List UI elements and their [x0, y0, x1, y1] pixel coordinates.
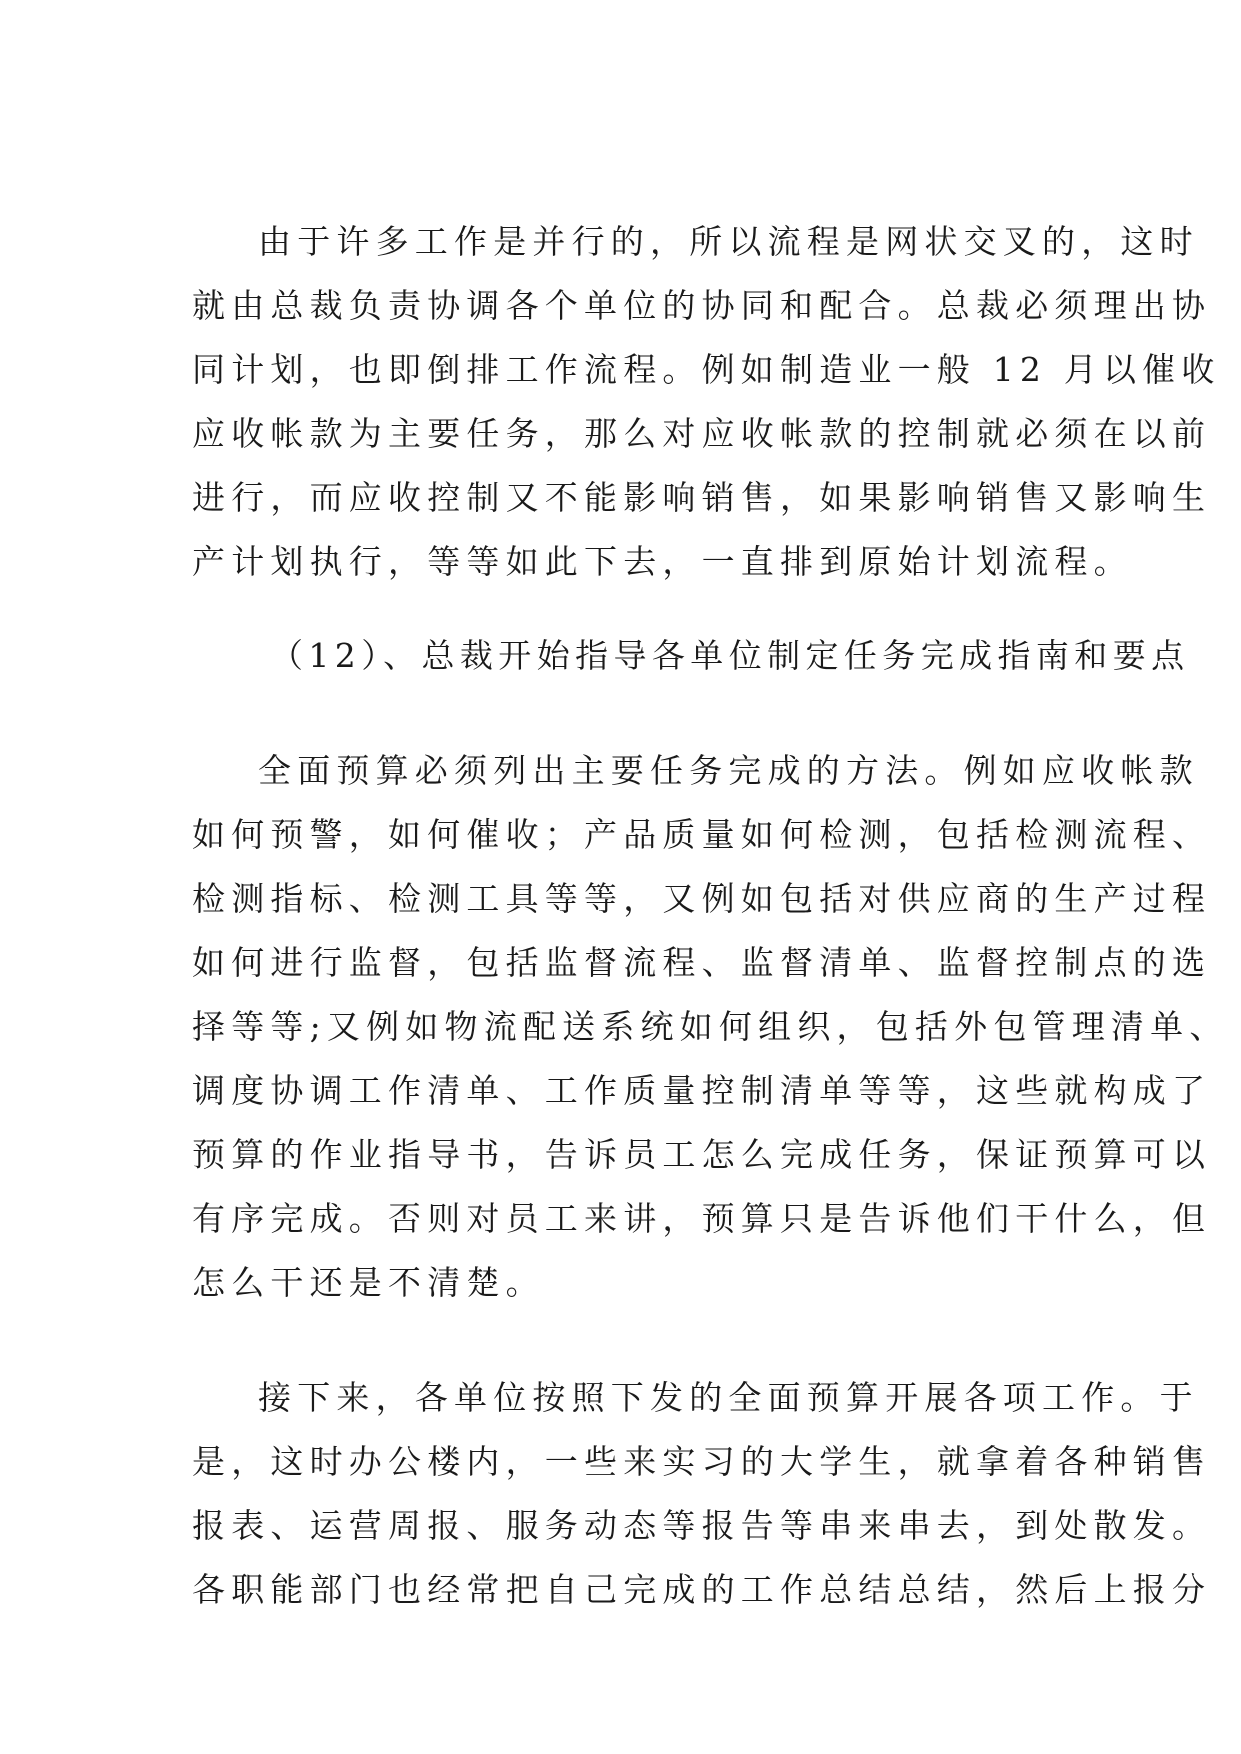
paragraph-2-line-3: 检测指标、检测工具等等，又例如包括对供应商的生产过程 [192, 879, 1212, 918]
paragraph-2-line-1: 全面预算必须列出主要任务完成的方法。例如应收帐款 [258, 751, 1199, 790]
paragraph-1-line-1: 由于许多工作是并行的，所以流程是网状交叉的，这时 [258, 222, 1199, 261]
paragraph-2-line-8: 有序完成。否则对员工来讲，预算只是告诉他们干什么，但 [192, 1199, 1212, 1238]
paragraph-2-line-9: 怎么干还是不清楚。 [192, 1263, 545, 1302]
paragraph-2-line-4: 如何进行监督，包括监督流程、监督清单、监督控制点的选 [192, 943, 1212, 982]
section-heading: （12）、总裁开始指导各单位制定任务完成指南和要点 [270, 636, 1190, 675]
paragraph-1-line-6: 产计划执行，等等如此下去，一直排到原始计划流程。 [192, 542, 1133, 581]
paragraph-3-line-2: 是，这时办公楼内，一些来实习的大学生，就拿着各种销售 [192, 1442, 1212, 1481]
paragraph-3-line-3: 报表、运营周报、服务动态等报告等串来串去，到处散发。 [192, 1506, 1212, 1545]
paragraph-3-line-1: 接下来，各单位按照下发的全面预算开展各项工作。于 [258, 1378, 1199, 1417]
paragraph-1-line-4: 应收帐款为主要任务，那么对应收帐款的控制就必须在以前 [192, 414, 1212, 453]
paragraph-3-line-4: 各职能部门也经常把自己完成的工作总结总结，然后上报分 [192, 1570, 1212, 1609]
paragraph-2-line-6: 调度协调工作清单、工作质量控制清单等等，这些就构成了 [192, 1071, 1212, 1110]
paragraph-2-line-5: 择等等;又例如物流配送系统如何组织，包括外包管理清单、 [192, 1007, 1229, 1046]
paragraph-1-line-5: 进行，而应收控制又不能影响销售，如果影响销售又影响生 [192, 478, 1212, 517]
paragraph-1-line-2: 就由总裁负责协调各个单位的协同和配合。总裁必须理出协 [192, 286, 1212, 325]
paragraph-2-line-2: 如何预警，如何催收；产品质量如何检测，包括检测流程、 [192, 815, 1212, 854]
paragraph-1-line-3: 同计划，也即倒排工作流程。例如制造业一般 12 月以催收 [192, 350, 1221, 389]
paragraph-2-line-7: 预算的作业指导书，告诉员工怎么完成任务，保证预算可以 [192, 1135, 1212, 1174]
